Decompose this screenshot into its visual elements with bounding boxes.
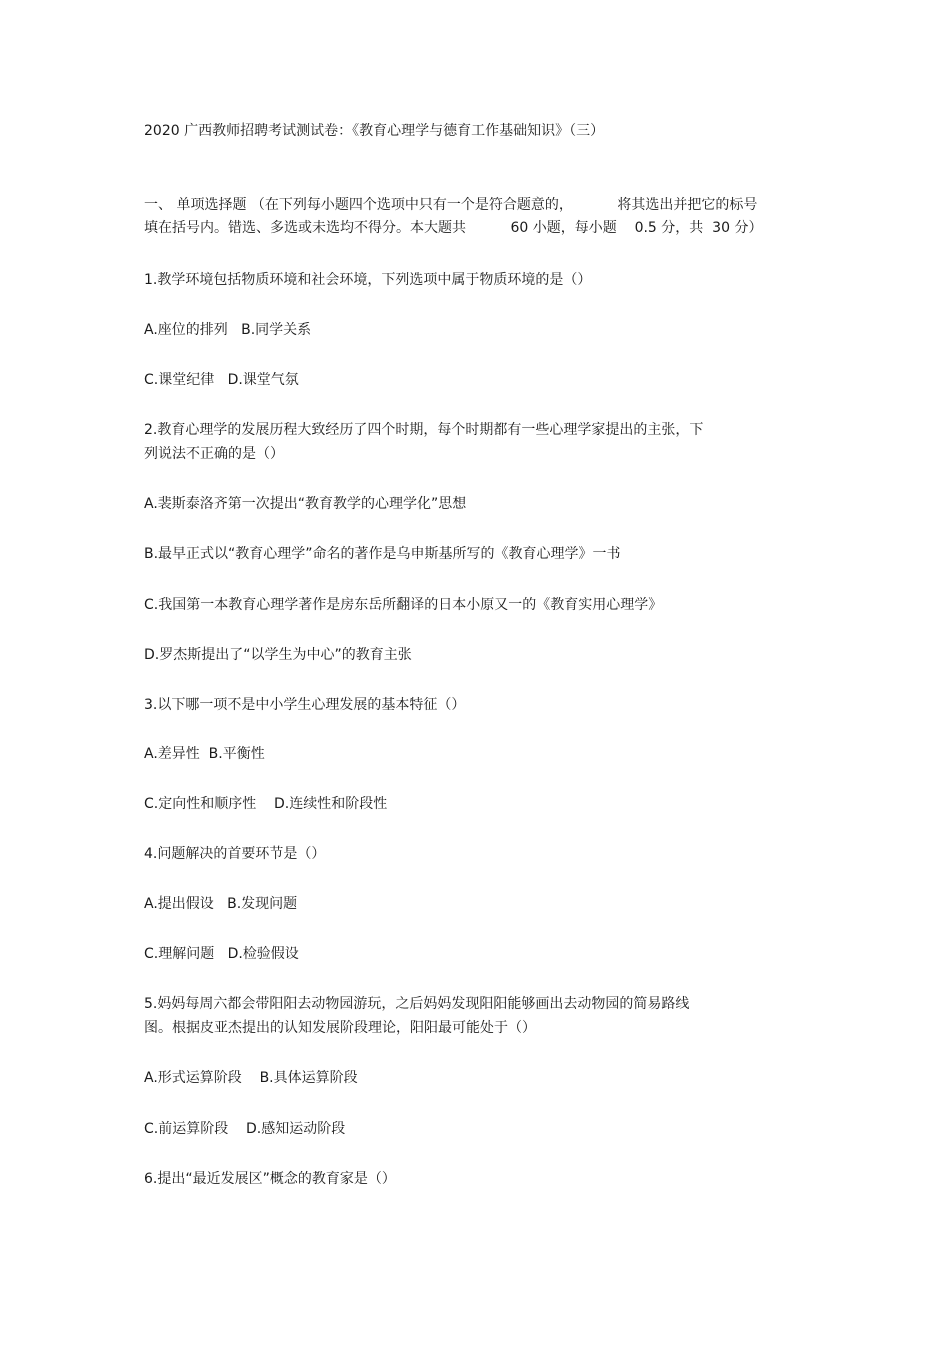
question-3-options-ab: A.差异性 B.平衡性 bbox=[144, 746, 265, 762]
question-5-stem-line-2: 图。根据皮亚杰提出的认知发展阶段理论，阳阳最可能处于（） bbox=[144, 1020, 536, 1036]
question-4-options-cd: C.理解问题 D.检验假设 bbox=[144, 946, 299, 962]
question-2-option-a: A.裴斯泰洛齐第一次提出“教育教学的心理学化”思想 bbox=[144, 496, 467, 512]
question-6-stem: 6.提出“最近发展区”概念的教育家是（） bbox=[144, 1171, 396, 1187]
question-5-options-cd: C.前运算阶段 D.感知运动阶段 bbox=[144, 1121, 346, 1137]
section-instruction-line-1: 一、 单项选择题 （在下列每小题四个选项中只有一个是符合题意的， 将其选出并把它的标号 bbox=[144, 197, 758, 213]
section-instruction-line-2: 填在括号内。错选、多选或未选均不得分。本大题共 60 小题，每小题 0.5 分，共 30 分） bbox=[144, 220, 763, 236]
question-4-options-ab: A.提出假设 B.发现问题 bbox=[144, 896, 298, 912]
question-2-option-d: D.罗杰斯提出了“以学生为中心”的教育主张 bbox=[144, 647, 412, 663]
question-5-stem-line-1: 5.妈妈每周六都会带阳阳去动物园游玩，之后妈妈发现阳阳能够画出去动物园的简易路线 bbox=[144, 996, 690, 1012]
question-3-options-cd: C.定向性和顺序性 D.连续性和阶段性 bbox=[144, 796, 388, 812]
document-title: 2020 广西教师招聘考试测试卷：《教育心理学与德育工作基础知识》（三） bbox=[144, 123, 605, 139]
question-1-stem: 1.教学环境包括物质环境和社会环境，下列选项中属于物质环境的是（） bbox=[144, 272, 592, 288]
question-2-stem-line-2: 列说法不正确的是（） bbox=[144, 446, 284, 462]
question-5-options-ab: A.形式运算阶段 B.具体运算阶段 bbox=[144, 1070, 358, 1086]
question-2-stem-line-1: 2.教育心理学的发展历程大致经历了四个时期，每个时期都有一些心理学家提出的主张，下 bbox=[144, 422, 704, 438]
question-4-stem: 4.问题解决的首要环节是（） bbox=[144, 846, 326, 862]
question-1-options-ab: A.座位的排列 B.同学关系 bbox=[144, 322, 312, 338]
question-2-option-c: C.我国第一本教育心理学著作是房东岳所翻译的日本小原又一的《教育实用心理学》 bbox=[144, 597, 663, 613]
question-2-option-b: B.最早正式以“教育心理学”命名的著作是乌申斯基所写的《教育心理学》一书 bbox=[144, 546, 621, 562]
question-1-options-cd: C.课堂纪律 D.课堂气氛 bbox=[144, 372, 299, 388]
question-3-stem: 3.以下哪一项不是中小学生心理发展的基本特征（） bbox=[144, 697, 466, 713]
